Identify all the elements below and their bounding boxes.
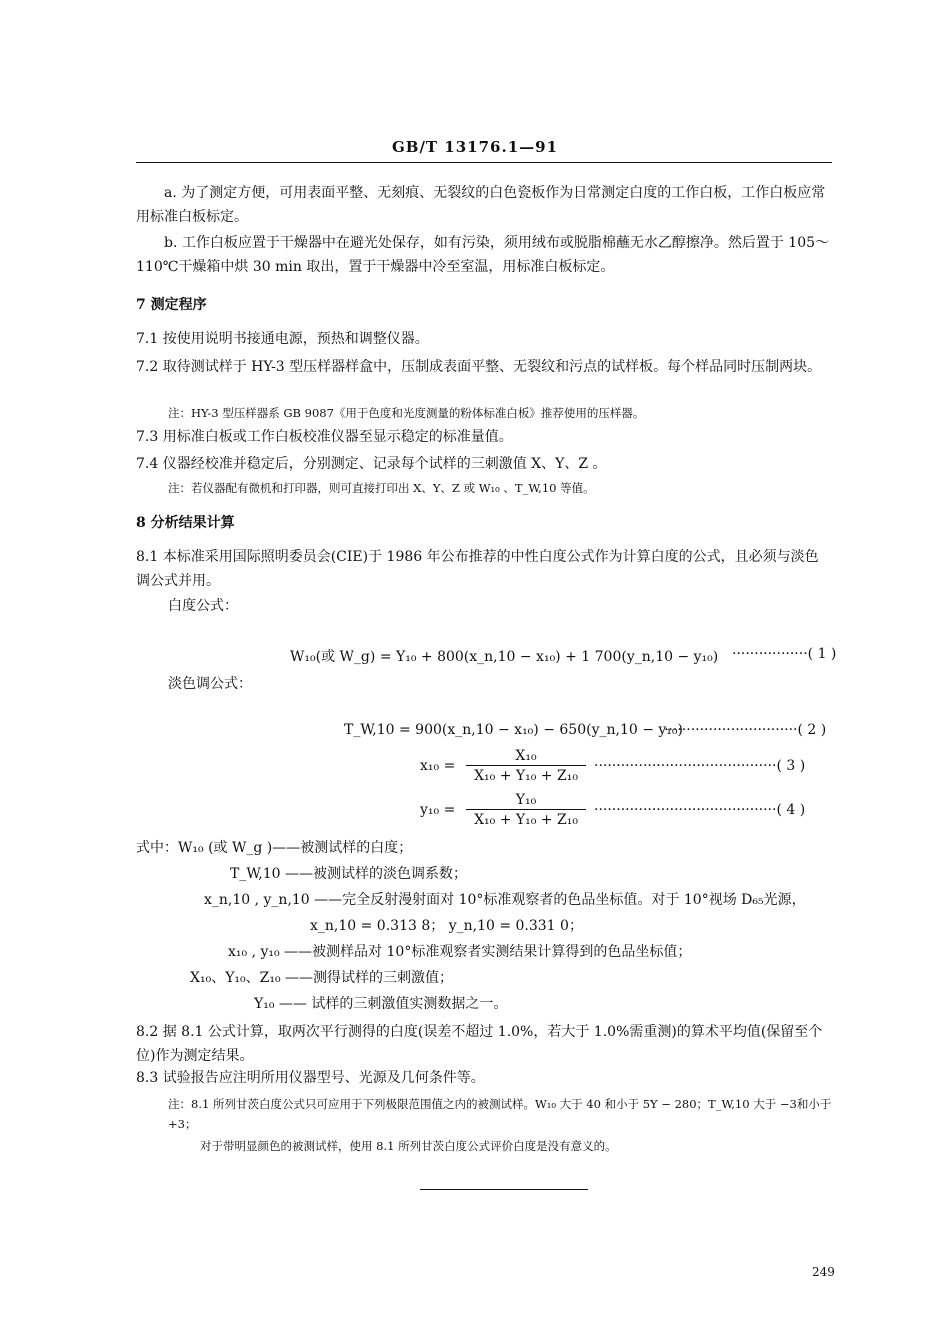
definition-xn-yn-values: x_n,10 = 0.313 8； y_n,10 = 0.331 0；: [310, 918, 583, 934]
clause-7-4: 7.4 仪器经校准并稳定后，分别测定、记录每个试样的三刺激值 X、Y、Z 。: [136, 456, 607, 472]
equation-3-numerator: X₁₀: [466, 747, 586, 766]
section-8-title: 8 分析结果计算: [136, 515, 235, 531]
equation-3-denominator: X₁₀ + Y₁₀ + Z₁₀: [474, 768, 578, 784]
definition-x10-y10: x₁₀ , y₁₀ ——被测样品对 10°标准观察者实测结果计算得到的色品坐标值；: [228, 944, 692, 960]
paragraph-a: a. 为了测定方便，可用表面平整、无刻痕、无裂纹的白色瓷板作为日常测定白度的工作白板，工作白板应常用标准白板标定。: [136, 185, 826, 225]
header-rule: [136, 162, 832, 163]
definition-intro: 式中：W₁₀ (或 W_g )——被测试样的白度；: [136, 840, 413, 856]
page-header: GB/T 13176.1—91: [391, 138, 559, 156]
clause-8-2: 8.2 据 8.1 公式计算，取两次平行测得的白度(误差不超过 1.0%，若大于 1.0%需重测)的算术平均值(保留至个位)作为测定结果。: [136, 1024, 823, 1064]
whiteness-formula-label: 白度公式：: [168, 598, 238, 614]
equation-4-denominator: X₁₀ + Y₁₀ + Z₁₀: [474, 812, 578, 828]
clause-8-1: 8.1 本标准采用国际照明委员会(CIE)于 1986 年公布推荐的中性白度公式作为计算白度的公式，且必须与淡色调公式并用。: [136, 549, 819, 589]
equation-4-fraction: [466, 791, 586, 830]
note-2: 注：若仪器配有微机和打印器，则可直接打印出 X、Y、Z 或 W₁₀ 、T_W,10 等值。: [168, 481, 595, 495]
equation-1: W₁₀(或 W_g) = Y₁₀ + 800(x_n,10 − x₁₀) + 1 700(y_n,10 − y₁₀): [290, 649, 719, 665]
page-number: 249: [812, 1265, 835, 1279]
note-3: 注：8.1 所列甘茨白度公式只可应用于下列极限范围值之内的被测试样。W₁₀ 大于 40 和小于 5Y − 280；T_W,10 大于 −3和小于+3；: [168, 1097, 832, 1131]
clause-8-3: 8.3 试验报告应注明所用仪器型号、光源及几何条件等。: [136, 1070, 485, 1086]
clause-7-2: 7.2 取待测试样于 HY-3 型压样器样盒中，压制成表面平整、无裂纹和污点的试样板。每个样品同时压制两块。: [136, 359, 822, 375]
definition-tristimulus: X₁₀、Y₁₀、Z₁₀ ——测得试样的三刺激值；: [190, 970, 454, 986]
clause-7-1: 7.1 按使用说明书接通电源，预热和调整仪器。: [136, 331, 429, 347]
equation-1-number: ·················( 1 ): [732, 646, 837, 662]
paragraph-b: b. 工作白板应置于干燥器中在避光处保存，如有污染，须用绒布或脱脂棉蘸无水乙醇擦净。然后置于 105～110℃干燥箱中烘 30 min 取出，置于干燥器中冷至室温，用标准白板标定。: [136, 235, 830, 275]
equation-3-fraction: [466, 747, 586, 786]
equation-2: T_W,10 = 900(x_n,10 − x₁₀) − 650(y_n,10 − y₁₀): [344, 722, 683, 738]
equation-3-number: ·········································( 3 ): [594, 758, 806, 774]
equation-4-numerator: Y₁₀: [466, 791, 586, 810]
definition-y10: Y₁₀ —— 试样的三刺激值实测数据之一。: [254, 996, 508, 1012]
equation-3-lhs: x₁₀ =: [420, 758, 456, 774]
note-1: 注：HY-3 型压样器系 GB 9087《用于色度和光度测量的粉体标准白板》推荐使用的压样器。: [168, 406, 645, 420]
definition-tw10: T_W,10 ——被测试样的淡色调系数；: [230, 866, 467, 882]
equation-4-number: ·········································( 4 ): [594, 802, 806, 818]
clause-7-3: 7.3 用标准白板或工作白板校准仪器至显示稳定的标准量值。: [136, 429, 513, 445]
end-rule: [420, 1189, 588, 1190]
equation-4-lhs: y₁₀ =: [420, 802, 456, 818]
tint-formula-label: 淡色调公式：: [168, 676, 252, 692]
note-3-continued: 对于带明显颜色的被测试样，使用 8.1 所列甘茨白度公式评价白度是没有意义的。: [200, 1139, 617, 1153]
definition-xn-yn: x_n,10 , y_n,10 ——完全反射漫射面对 10°标准观察者的色品坐标值。对于 10°视场 D₆₅光源，: [204, 892, 806, 908]
equation-2-number: ······························( 2 ): [664, 722, 827, 738]
section-7-title: 7 测定程序: [136, 297, 207, 313]
